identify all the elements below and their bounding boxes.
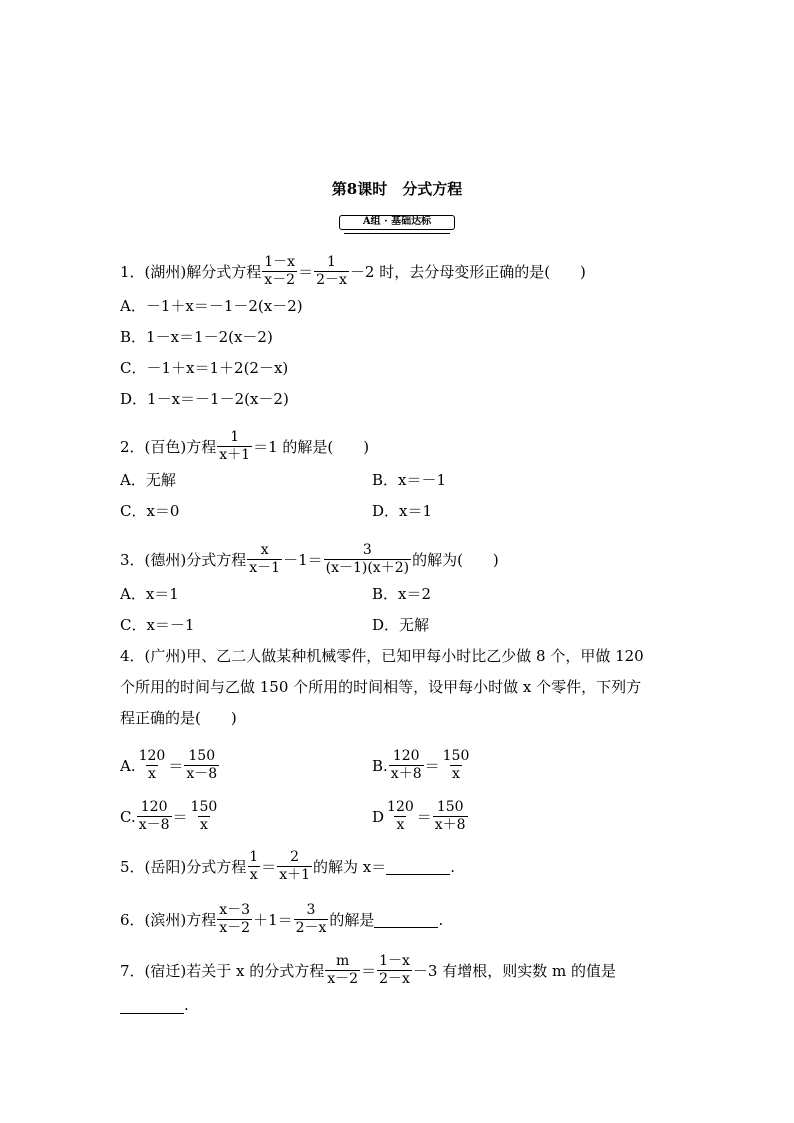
fraction: $\frac{150}{x}$: [442, 748, 470, 782]
question-1-option-b: B．1－x＝1－2(x－2): [120, 328, 273, 346]
fraction: $\frac{x}{x-1}$: [249, 542, 281, 576]
question-4-option-a: A. $\frac{120}{x}$ ＝ $\frac{150}{x-8}$: [120, 748, 218, 782]
question-4-option-c: C. $\frac{120}{x-8}$ ＝ $\frac{150}{x}$: [120, 799, 218, 833]
fraction: $\frac{2}{x+1}$: [279, 849, 310, 883]
fraction: $\frac{3}{(x-1)(x+2)}$: [325, 542, 410, 576]
fraction: $\frac{120}{x}$: [387, 799, 414, 833]
question-2-option-d: D．x＝1: [372, 502, 433, 520]
fraction: $\frac{3}{2-x}$: [295, 902, 327, 936]
question-4-line-2: 个所用的时间与乙做 150 个所用的时间相等，设甲每小时做 x 个零件，下列方: [120, 678, 642, 696]
page-title: 第8课时 分式方程: [331, 180, 463, 198]
question-2-stem: 2．(百色)方程 $\frac{1}{x+1}$ ＝1 的解是( ): [120, 429, 370, 463]
question-1-option-d: D．1－x＝－1－2(x－2): [120, 390, 289, 408]
question-3-option-c: C．x＝－1: [120, 616, 195, 634]
fraction: $\frac{120}{x+8}$: [390, 748, 422, 782]
fraction: $\frac{x-3}{x-2}$: [219, 902, 251, 936]
question-1-stem: 1．(湖州)解分式方程 $\frac{1-x}{x-2}$ ＝ $\frac{1}{2-x}$ －2 时，去分母变形正确的是( ): [120, 254, 586, 288]
question-5-stem: 5．(岳阳)分式方程 $\frac{1}{x}$ ＝ $\frac{2}{x+1}$ 的解为 x＝ .: [120, 849, 456, 883]
question-3-option-a: A．x＝1: [120, 585, 179, 603]
question-4-option-d: D $\frac{120}{x}$ ＝ $\frac{150}{x+8}$: [372, 799, 466, 833]
question-2-option-c: C．x＝0: [120, 502, 180, 520]
question-3-option-b: B．x＝2: [372, 585, 432, 603]
section-badge: A组 · 基础达标: [339, 215, 455, 230]
question-1-option-a: A．－1＋x＝－1－2(x－2): [120, 297, 303, 315]
fraction: $\frac{120}{x-8}$: [138, 799, 170, 833]
question-4-option-b: B. $\frac{120}{x+8}$ ＝ $\frac{150}{x}$: [372, 748, 470, 782]
question-6-stem: 6．(滨州)方程 $\frac{x-3}{x-2}$ ＋1＝ $\frac{3}{2-x}$ 的解是 .: [120, 902, 444, 936]
answer-blank[interactable]: [120, 997, 184, 1014]
question-2-option-a: A．无解: [120, 471, 176, 489]
fraction: $\frac{m}{x-2}$: [327, 953, 359, 987]
question-4-line-3: 程正确的是( ): [120, 709, 237, 727]
question-7-stem: 7．(宿迁)若关于 x 的分式方程 $\frac{m}{x-2}$ ＝ $\frac{1-x}{2-x}$ －3 有增根，则实数 m 的值是: [120, 953, 616, 987]
fraction: $\frac{150}{x-8}$: [186, 748, 218, 782]
fraction: $\frac{1}{x}$: [249, 849, 259, 883]
answer-blank[interactable]: [374, 911, 438, 928]
question-7-answer-line: .: [120, 995, 189, 1015]
fraction: $\frac{120}{x}$: [138, 748, 166, 782]
fraction: $\frac{150}{x+8}$: [434, 799, 466, 833]
answer-blank[interactable]: [386, 858, 450, 875]
question-2-option-b: B．x＝－1: [372, 471, 447, 489]
fraction: $\frac{1}{2-x}$: [316, 254, 347, 288]
fraction: $\frac{1-x}{x-2}$: [264, 254, 296, 288]
fraction: $\frac{150}{x}$: [190, 799, 218, 833]
fraction: $\frac{1-x}{2-x}$: [379, 953, 410, 987]
question-4-line-1: 4．(广州)甲、乙二人做某种机械零件，已知甲每小时比乙少做 8 个，甲做 120: [120, 647, 644, 665]
question-3-option-d: D．无解: [372, 616, 430, 634]
question-1-option-c: C．－1＋x＝1＋2(2－x): [120, 359, 289, 377]
question-3-stem: 3．(德州)分式方程 $\frac{x}{x-1}$ －1＝ $\frac{3}{(x-1)(x+2)}$ 的解为( ): [120, 542, 499, 576]
fraction: $\frac{1}{x+1}$: [219, 429, 251, 463]
